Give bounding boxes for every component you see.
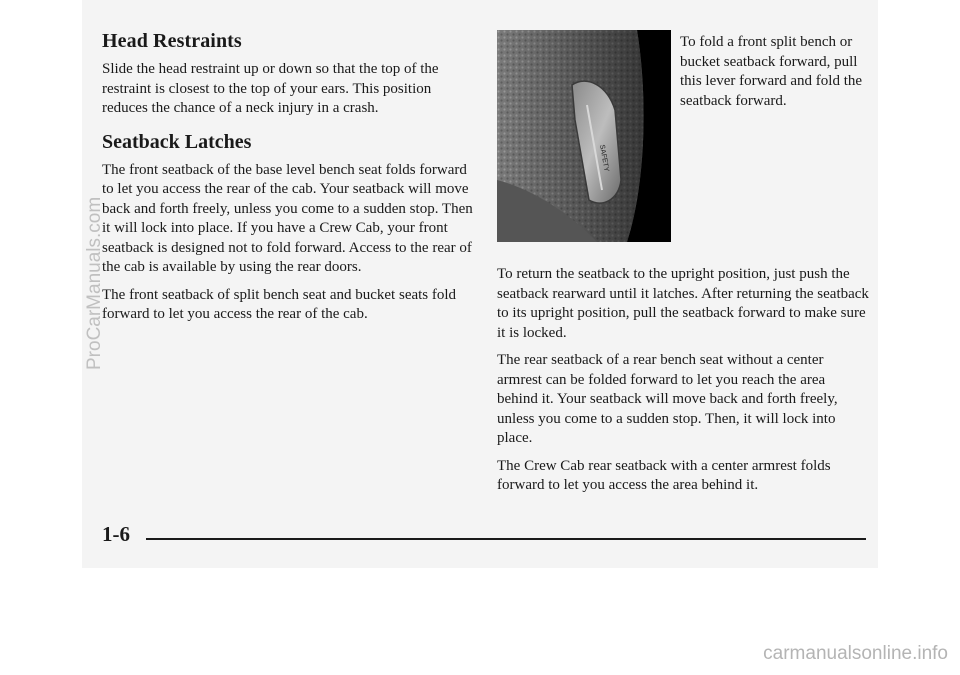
left-column <box>102 30 474 333</box>
paragraph-head-restraints: Slide the head restraint up or down so that the top of the restraint is closest to the top of your ears. This position reduces the chance of a neck injury in a crash. <box>102 61 439 116</box>
paragraph-return-seatback: To return the seatback to the upright position, just push the seatback rearward until it latches. After returning the seatback to its upright position, pull the seatback forward to make sure it is locked. <box>497 266 869 341</box>
photo-caption: To fold a front split bench or bucket seatback forward, pull this lever forward and fold the seatback forward. <box>680 34 863 109</box>
watermark-bottom: carmanualsonline.info <box>763 643 948 664</box>
paragraph-rear-bench-seatback: The rear seatback of a rear bench seat without a center armrest can be folded forward to let you reach the area behind it. Your seatback will move back and forth freely, unless you come to a sudden stop. Then, it will lock into place. <box>497 352 838 446</box>
right-column <box>497 265 869 504</box>
watermark-side: ProCarManuals.com <box>84 196 105 370</box>
seat-lever-illustration <box>497 30 671 242</box>
paragraph-seatback-latches-2: The front seatback of split bench seat and bucket seats fold forward to let you access the rear of the cab. <box>102 286 457 322</box>
heading-head-restraints: Head Restraints <box>102 30 242 52</box>
heading-seatback-latches: Seatback Latches <box>102 130 252 153</box>
lever-label: SAFETY <box>598 144 610 173</box>
seatback-lever-photo <box>497 30 671 242</box>
paragraph-crew-cab-seatback: The Crew Cab rear seatback with a center armrest folds forward to let you access the area behind it. <box>497 457 831 493</box>
paragraph-seatback-latches-1: The front seatback of the base level bench seat folds forward to let you access the rear of the cab. Your seatback will move back and forth freely, unless you come to a sudden stop. Then it will lock into place. If you have a Crew Cab, your front seatback is designed not to fold forward. Access to the rear of the cab is available by using the rear doors. <box>102 161 473 275</box>
page-number: 1-6 <box>102 522 130 546</box>
footer-divider <box>146 538 866 540</box>
